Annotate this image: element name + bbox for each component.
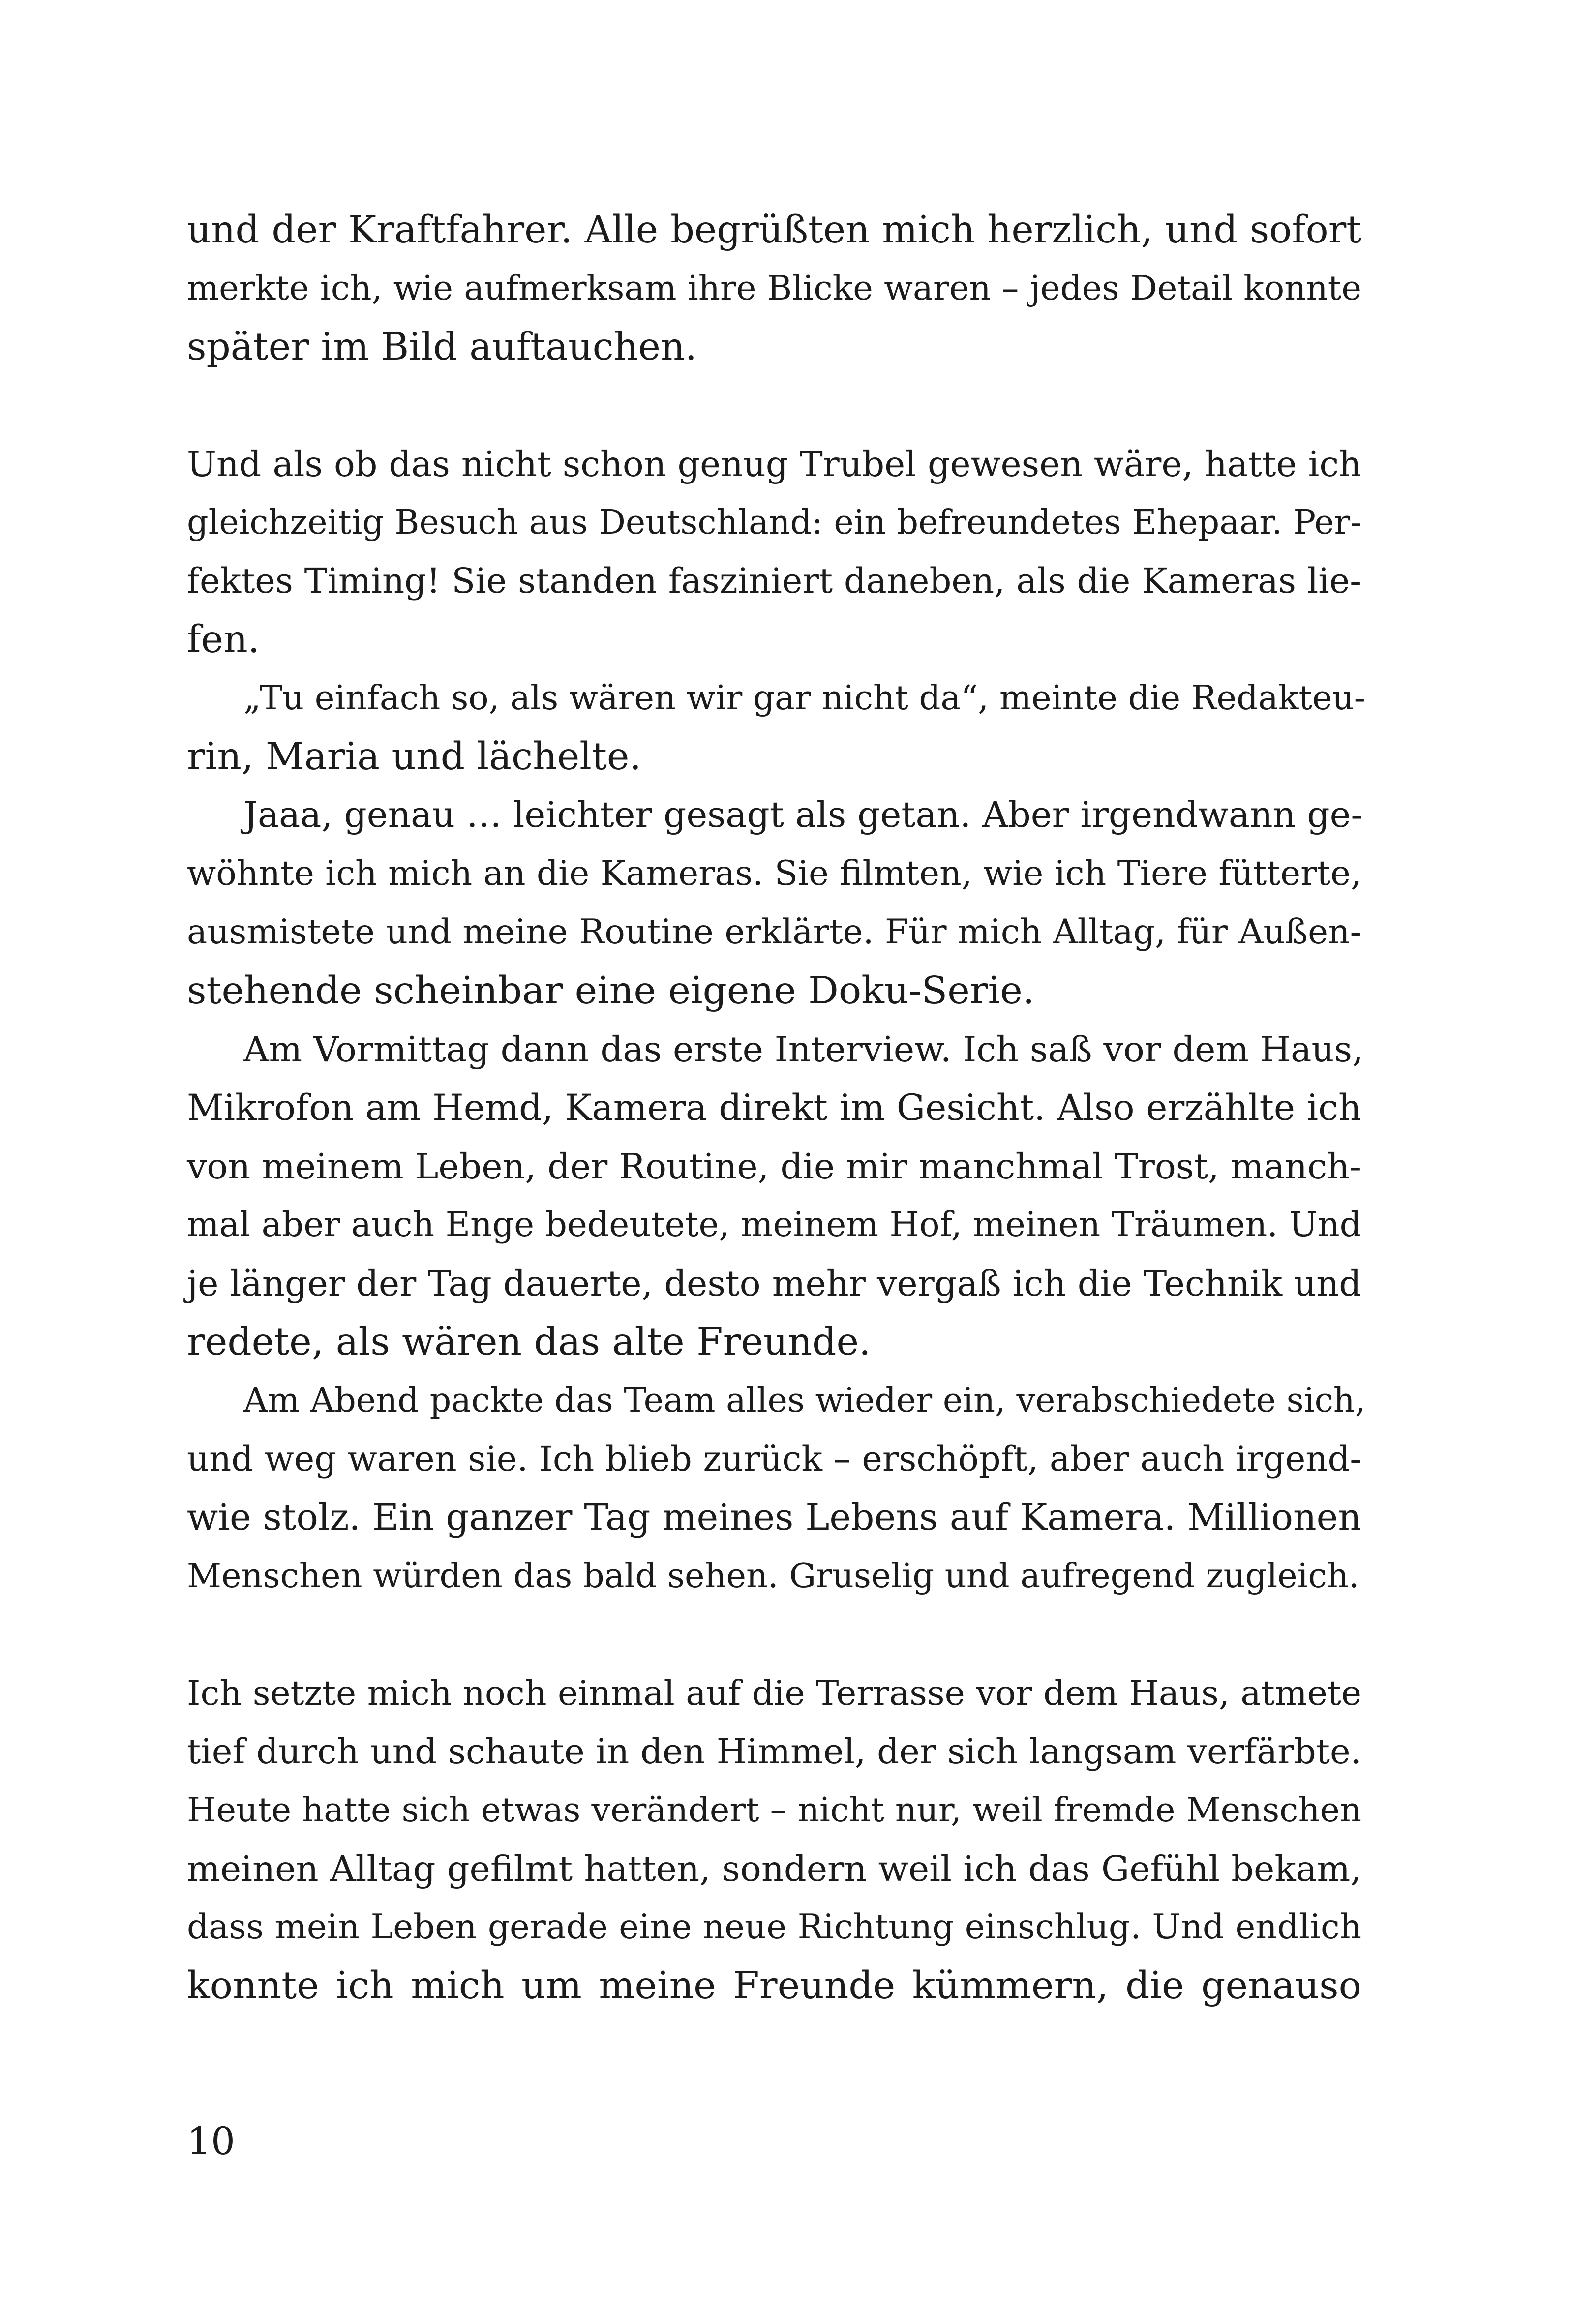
text-line: und der Kraftfahrer. Alle begrüßten mich herzlich, und sofort bbox=[187, 208, 1361, 252]
text-line: gleichzeitig Besuch aus Deutschland: ein befreundetes Ehepaar. Per- bbox=[187, 503, 1361, 542]
text-line: konnte ich mich um meine Freunde kümmern, die genauso bbox=[187, 1964, 1361, 2008]
text-line: Ich setzte mich noch einmal auf die Terrasse vor dem Haus, atmete bbox=[187, 1673, 1361, 1713]
text-line: dass mein Leben gerade eine neue Richtung einschlug. Und endlich bbox=[187, 1907, 1361, 1947]
text-line: und weg waren sie. Ich blieb zurück – erschöpft, aber auch irgend- bbox=[187, 1439, 1361, 1479]
text-line: „Tu einfach so, als wären wir gar nicht da“, meinte die Redakteu- bbox=[243, 678, 1365, 718]
text-line: tief durch und schaute in den Himmel, der sich langsam verfärbte. bbox=[187, 1731, 1361, 1772]
paragraph bbox=[187, 1371, 1366, 1605]
text-line: ausmistete und meine Routine erklärte. Für mich Alltag, für Außen- bbox=[187, 912, 1361, 952]
section-break bbox=[187, 376, 1361, 435]
paragraph bbox=[187, 201, 1361, 376]
text-line: mal aber auch Enge bedeutete, meinem Hof, meinen Träumen. Und bbox=[187, 1205, 1361, 1244]
text-line: meinen Alltag gefilmt hatten, sondern weil ich das Gefühl bekam, bbox=[187, 1848, 1361, 1889]
page-number: 10 bbox=[187, 2120, 235, 2164]
text-line: stehende scheinbar eine eigene Doku-Serie. bbox=[187, 969, 1035, 1013]
text-line: fektes Timing! Sie standen fasziniert daneben, als die Kameras lie- bbox=[187, 561, 1361, 601]
text-line: Am Vormittag dann das erste Interview. Ich saß vor dem Haus, bbox=[243, 1029, 1363, 1070]
section-break bbox=[187, 1605, 1361, 1664]
text-line: Mikrofon am Hemd, Kamera direkt im Gesicht. Also erzählte ich bbox=[187, 1087, 1361, 1129]
text-line: rin, Maria und lächelte. bbox=[187, 735, 641, 779]
paragraph bbox=[187, 435, 1361, 669]
text-line: wie stolz. Ein ganzer Tag meines Lebens auf Kamera. Millionen bbox=[187, 1496, 1361, 1539]
text-line: Menschen würden das bald sehen. Gruselig und aufregend zugleich. bbox=[187, 1557, 1359, 1596]
body-text bbox=[187, 201, 1366, 2015]
text-line: Und als ob das nicht schon genug Trubel gewesen wäre, hatte ich bbox=[187, 444, 1361, 484]
text-line: fen. bbox=[187, 618, 260, 662]
text-line: von meinem Leben, der Routine, die mir manchmal Trost, manch- bbox=[187, 1146, 1361, 1187]
text-line: redete, als wären das alte Freunde. bbox=[187, 1320, 871, 1364]
paragraph bbox=[187, 669, 1365, 786]
text-line: Heute hatte sich etwas verändert – nicht nur, weil fremde Menschen bbox=[187, 1791, 1361, 1830]
paragraph bbox=[187, 1020, 1361, 1371]
text-line: merkte ich, wie aufmerksam ihre Blicke waren – jedes Detail konnte bbox=[187, 269, 1361, 308]
text-line: Am Abend packte das Team alles wieder ein, verabschiedete sich, bbox=[243, 1381, 1366, 1420]
text-line: je länger der Tag dauerte, desto mehr vergaß ich die Technik und bbox=[187, 1263, 1361, 1304]
paragraph bbox=[187, 1664, 1361, 2015]
text-line: Jaaa, genau … leichter gesagt als getan. Aber irgendwann ge- bbox=[243, 794, 1363, 836]
text-line: später im Bild auftauchen. bbox=[187, 325, 697, 369]
text-line: wöhnte ich mich an die Kameras. Sie filmten, wie ich Tiere fütterte, bbox=[187, 854, 1361, 893]
paragraph bbox=[187, 786, 1361, 1020]
